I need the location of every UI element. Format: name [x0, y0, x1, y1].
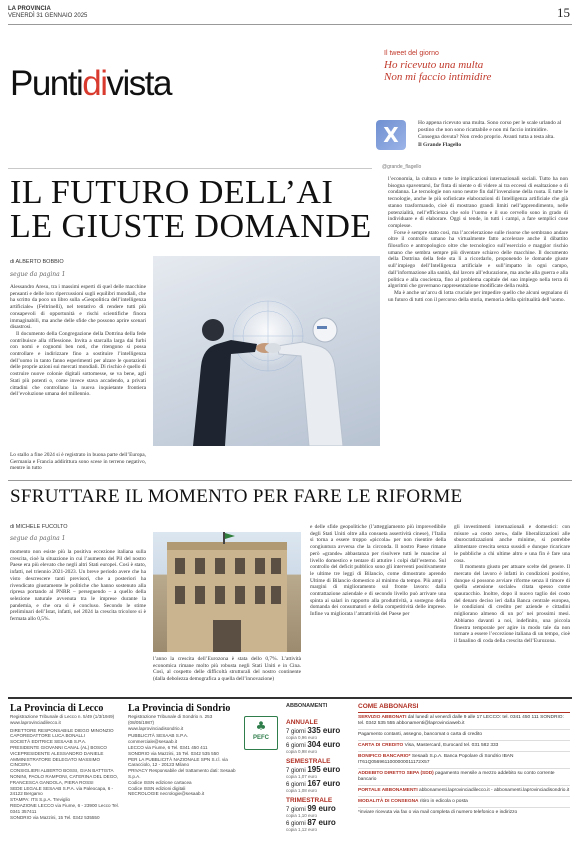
article1-column1-cont: [10, 452, 146, 472]
subscribe-row-portal[interactable]: PORTALE ABBONAMENTI abbonamenti.laprovinciadilecco.it - abbonamenti.laprovinciadisondrio.it: [358, 786, 570, 797]
sondrio-line-7: Codice ISSN edizioni digitali: [128, 785, 186, 791]
pefc-badge: [244, 716, 278, 750]
tweet-headline-line1: Ho ricevuto una multa: [384, 59, 484, 71]
tweet-handle: @grande_flagello: [382, 164, 422, 170]
semi-label: SEMESTRALE: [286, 758, 331, 765]
tweet-signature: Il Grande Flagello: [418, 142, 462, 148]
tri-label: TRIMESTRALE: [286, 797, 333, 804]
lecco-line-10: REDAZIONE LECCO via Fiume, 6 - 23900 Lecco Tel. 0341 357411: [10, 802, 119, 814]
article2-column2: [153, 656, 301, 683]
page-number: 15: [557, 5, 570, 20]
section-rule: [8, 168, 372, 169]
lecco-logo: La Provincia di Lecco: [10, 703, 104, 714]
subscribe-row-bank: BONIFICO BANCARIO* Sesaab S.p.A. Banca Popolare di Sondrio IBAN IT61Q0569611000000011172X57: [358, 752, 570, 769]
semi-7: 7 giorni 195 euro copia 1,07 euro: [286, 765, 341, 779]
article1-col3-p2: Forse è sempre stato così, ma l’accelerazione sulle risorse che sembrano andare oltre il controllo umano ha virtualmente fatto accelerare anche il dibattito filosofico e antropologico oltre che tecnologico sull’esercizio e maggior rischio umano che sembra sempre più diventare schiavo delle macchine. Il documento della Dottrina della fede sta lì a ricordarlo, proponendo le domande giuste sull’impiego dell’Intelligenza artificiale e sull’impatto in ogni campo, dall’informazione alla sanità, dal lavoro all’educazione, ma anche alla guerra e alla politica e alla coscienza, fino al problema capitale del suo impiego nella terra di algoritmi che governano rappresentazione modificate della realtà.: [388, 229, 568, 290]
article2-column4: [454, 524, 570, 645]
x-logo-icon: X: [376, 120, 406, 150]
article1-title-line2: LE GIUSTE DOMANDE: [10, 208, 372, 245]
lecco-line-9: STAMPA: ITS S.p.A. Treviglio: [10, 797, 71, 803]
lecco-line-7: CONSIGLIERI ALBERTO BOSSI, GIAN BATTISTA NONINI, PAOLO RAMPONI, CATERINA DEL DEGO, FRANCESCA GANDOLA, PIERA ROSSI: [10, 768, 119, 785]
sondrio-line-4: PER LA PUBBLICITÀ NAZIONALE SPN S.r.l. via Caracciolo, 12 - 20123 Milano: [128, 756, 228, 768]
subscribe-row-payment: Pagamento contanti, assegno, bancomat o carta di credito: [358, 730, 570, 741]
article1-segue: segue da pagina 1: [10, 271, 66, 278]
article1-col1-p3: Lo stallo a fine 2024 si è registrato in buona parte dell’Europa, Germania e Francia addirittura sono scese in terreno negativo, mentre in tutto: [10, 452, 146, 472]
article1-col1-p2: Il documento della Congregazione della Dottrina della fede contribuisce alla riflessione. Invita a starcalla larga dai furbi con nomi e cognomi ben noti, che ritengono si possa controllare e indirizzare fino a sostituire l’intelligenza dell’uomo in tanto fanno esperimenti per alzare le quotazioni delle proprie azioni sui mercati mondiali. Di rischio è quello di costruire nuove colonie digitali sottomesse, se va bene, agli Stati più potenti o, come invece stava accadendo, a privati cittadini che controllano la nuova inquietante frontiera dell’evoluzione umana del millennio.: [10, 330, 146, 398]
tri-6: 6 giorni 87 euro copia 1,12 euro: [286, 818, 336, 832]
article2-segue: segue da pagina 1: [10, 535, 66, 542]
sondrio-logo: La Provincia di Sondrio: [128, 703, 231, 714]
article2-byline: di MICHELE FUCOLTO: [10, 524, 68, 530]
tri-7: 7 giorni 99 euro copia 1,10 euro: [286, 804, 336, 818]
palazzo-graphic: [153, 532, 301, 652]
subscribe-box: [358, 703, 570, 818]
annual-6: 6 giorni 304 euro copia 0,98 euro: [286, 740, 341, 754]
masthead-prefix: Punti: [10, 64, 83, 103]
sondrio-line-6: Codice ISSN edizione cartacea: [128, 779, 192, 785]
subscribe-row-delivery: MODALITÀ DI CONSEGNA ritiro in edicola o posta: [358, 797, 570, 808]
annual-7: 7 giorni 335 euro copia 0,96 euro: [286, 726, 341, 740]
ai-handshake-illustration: [153, 256, 380, 446]
tweet-text: Ho appena ricevuto una multa. Sono corso per le scale urlando al postino che non sono ricattabile e non mi faccio intimidire. Consegna dovuta? Non credo proprio. Avanti tutta a testa alta.: [418, 120, 562, 140]
tweet-body: [418, 120, 570, 149]
article2-col4-p2: Il momento giusto per attuare scelte del genere. Il mercato del lavoro è infatti in condizioni positive, dunque si possono avviare riforme senza il timore di quella «tensione sociale» citata spesso come spauracchio. Inoltre, dopo il nuovo taglio dei costo del denaro deciso ieri dalla Banca centrale europea, le condizioni di credito per aziende e cittadini migliorano almeno di un po’ nei prossimi mesi. Abbiamo davanti a noi, indefinito, una piccola finestra temporale per agire in modo tale da non tornare a essere l’eccezione italiana di un tempo, cioè il fanalino di coda della crescita dell’Eurozona.: [454, 564, 570, 644]
lecco-line-8: SEDE LEGALE SESAAB S.P.A. via Paleocapa, 6 - 24122 Bergamo: [10, 785, 114, 797]
tweet-headline-line2: Non mi faccio intimidire: [384, 71, 492, 83]
article2-col3-p1: e delle sfide geopolitiche (l’atteggiamento più imprevedibile degli Stati Uniti oltre alla consueta assertività cinese), l’Italia si torna a essere troppo «piccola» per non risentire della congiuntura avversa che la circonda. Il nostro Paese rimane però «grande» abbastanza per risolvere tutti le mancine al livello domestico e tentare di attutire i colpi dall’esterno. Sul controllo del deficit pubblico sono gli interventi positivamente le ultime tre leggi di Bilancio, come dimostrato aprendo Ultime di Bilancio domestico al minimo da tempo. Più ampi i margini di miglioramento sul fronte lavoro: dalla contrattazione aziendale e di secondo livello può arrivare una spinta ai salari in rapporto alla produttività, a sostegno della domanda dei consumatori e della competitività delle imprese. Infine va migliorata l’attrattività del Paese per: [310, 524, 446, 618]
article1-col3-p3: Ma è anche un’arcu di lotta cruciale per impedire quello che alcuni segnalano di un futuro di tutti con il percorso della storia, memoria della spiritualità dell’uomo.: [388, 289, 568, 303]
article2-col4-p1: gli investimenti internazionali e domestici: con misure «a costo zero», dalle liberalizzazioni alle sburocratizzazioni anche minime, si potrebbe alimentare crescita senza sussidi e dunque ricaricare le pubbliche a chi ultime altro e una fin è fare una cosa.: [454, 524, 570, 564]
lecco-line-2: CAPOREDATTORE LUCA BONALLI: [10, 733, 85, 739]
article2-column1: [10, 549, 146, 623]
article2-col1-p1: momento non esiste più la positiva eccezione italiana sulla crescita, cioè la situazione in cui l’aumento del Pil del nostro Paese era più elevato che negli altri Stati europei. Così è stato, infatti, nel triennio 2021-2023. Un breve periodo avere che ha visto descrescere tanti previsori, che a posteriori ha rivendicato giustamente le politiche che hanno sostenuto alla ripresa portando al PNRR – perseguendo – a quello della selezione naturale avvenuta tra le imprese durante la pandemia, e che ora sì è concluso. Secondo le stime preliminari dell’Istat, infatti, nel 2024 la crescita tricolore si è fermata allo 0,5%.: [10, 549, 146, 623]
issue-date: VENERDÌ 31 GENNAIO 2025: [8, 13, 88, 19]
masthead-middle: di: [82, 64, 107, 103]
article1-column3: [388, 176, 568, 303]
footer-sondrio: [128, 703, 238, 797]
lecco-web[interactable]: www.laprovinciadilecco.it: [10, 719, 61, 725]
lecco-address: Registrazione Tribunale di Lecco n. 5/49 (1/3/1949): [10, 714, 115, 719]
lecco-line-6: AMMINISTRATORE DELEGATO MASSIMO CINCERA: [10, 756, 101, 768]
paper-name: LA PROVINCIA: [8, 6, 51, 12]
article1-title-line1: IL FUTURO DELL’AI: [10, 174, 334, 211]
annual-label: ANNUALE: [286, 719, 318, 726]
header-rule: [8, 24, 572, 25]
lecco-line-11: SONDRIO via Mazzini, 15 Tel. 0342 535550: [10, 814, 100, 820]
sondrio-line-2: LECCO via Fiume, 6 Tel. 0341 450 411: [128, 744, 208, 750]
subscribe-row-note: *inviare ricevuta via fax o via mail completa di numero telefonico e indirizzo: [358, 810, 518, 815]
article1-col1-p1: Alessandro Aresu, tra i massimi esperti di quel delle macchine pensanti e delle loro ripercussioni sugli equilibri mondiali, che ha scritto da poco un libro sulla «Geopolitica dell’intelligenza artificiale» (Feltrinelli), nel tentativo di rendere tutti più consapevoli di opportunità e rischi scientifiche finora immaginabili, ma anche delle sfide che possono aprire scenari disastrosi.: [10, 284, 146, 331]
article1-column1: [10, 284, 146, 398]
footer-lecco: [10, 703, 120, 820]
article1-col3-p1: l’economia, la cultura e tutte le implicazioni internazionali sociali. Tutto ha non bisogna spaventarsi, far finta di niente o di videre ai tra eccessi di esaltazione o di condanna. Le tecnologie non sono neutre fin dall’invenzione della ruota. E tutte le tecnologie, anche le più sofisticate elaborazioni di Intelligenza artificiale che già stanno trasformando, cioè di mostrano grandi limiti nell’apprendimento, nelle potenzialità, nell’efficienza che solo l’uomo e il suo cervello sono in grado di individuare e di elaborare. Oggi si tende, in tutti i campi, a fare semplici cose complesse.: [388, 176, 568, 229]
article2-column3: [310, 524, 446, 618]
tweet-label: Il tweet del giorno: [384, 50, 439, 57]
header-meta: [8, 6, 87, 20]
subscribe-row-service: SERVIZIO ABBONATI dal lunedì al venerdì dalle 9 alle 17 LECCO: tel. 0341 450 111 SONDRIO: tel. 0342 535 555 abbonamenti@laprovinciaweb.it: [358, 713, 570, 730]
sondrio-line-5: PRIVACY Responsabile del trattamento dati: Sesaab S.p.A.: [128, 768, 236, 779]
pefc-tree-icon: ♣: [255, 719, 267, 733]
subscribe-row-card: CARTA DI CREDITO Visa, Mastercard, Eurocard tel. 031 582 333: [358, 741, 570, 752]
handshake-graphic: [153, 256, 380, 446]
lecco-line-1: DIRETTORE RESPONSABILE DIEGO MINONZIO: [10, 727, 114, 733]
lecco-line-3: SOCIETÀ EDITRICE SESAAB S.P.A.: [10, 739, 87, 745]
article-divider: [8, 480, 572, 481]
lecco-line-4: PRESIDENTE GIOVANNI CANAL (AL) BOSCO: [10, 744, 107, 750]
subscribe-row-sepa: ADDEBITO DIRETTO SEPA (SDD) pagamento mensile a mezzo addebito su conto corrente bancario: [358, 769, 570, 786]
prices-title: ABBONAMENTI: [286, 703, 328, 709]
masthead-suffix: vista: [106, 64, 171, 103]
section-masthead: [10, 64, 171, 104]
article2-title: SFRUTTARE IL MOMENTO PER FARE LE RIFORME: [10, 486, 463, 507]
footer-rule: [8, 697, 572, 699]
sondrio-line-3: SONDRIO via Mazzini, 15 Tel. 0342 535 550: [128, 750, 219, 756]
lecco-line-5: VICEPRESIDENTE ALESSANDRO DANIELE: [10, 750, 104, 756]
tweet-headline: [384, 59, 491, 83]
sondrio-address: Registrazione Tribunale di Sondrio n. 253 (08/05/1987): [128, 714, 213, 725]
sondrio-line-8: NECROLOGIE necrologie@sesaab.it: [128, 791, 205, 797]
building-photo: [153, 532, 301, 652]
article1-title: [10, 176, 372, 244]
article2-col2-p1: l’anno la crescita dell’Eurozona è stata dello 0,7%. L’attività economica rimane molto più robusta negli Stati Uniti e in Cina. Così, al cospetto delle difficoltà strutturali del nostro continente (dalla debolezza demografica a quella dell’innovazione): [153, 656, 301, 683]
subscribe-title: COME ABBONARSI: [358, 703, 570, 713]
pefc-label: PEFC: [252, 735, 269, 741]
prices-box: [286, 703, 352, 832]
sondrio-web[interactable]: www.laprovinciadisondrio.it: [128, 725, 184, 731]
semi-6: 6 giorni 167 euro copia 1,08 euro: [286, 779, 341, 793]
article1-byline: di ALBERTO BOBBIO: [10, 259, 64, 265]
sondrio-line-1: PUBBLICITÀ SESAAB S.P.A. commerciale@sesaab.it: [128, 733, 189, 745]
